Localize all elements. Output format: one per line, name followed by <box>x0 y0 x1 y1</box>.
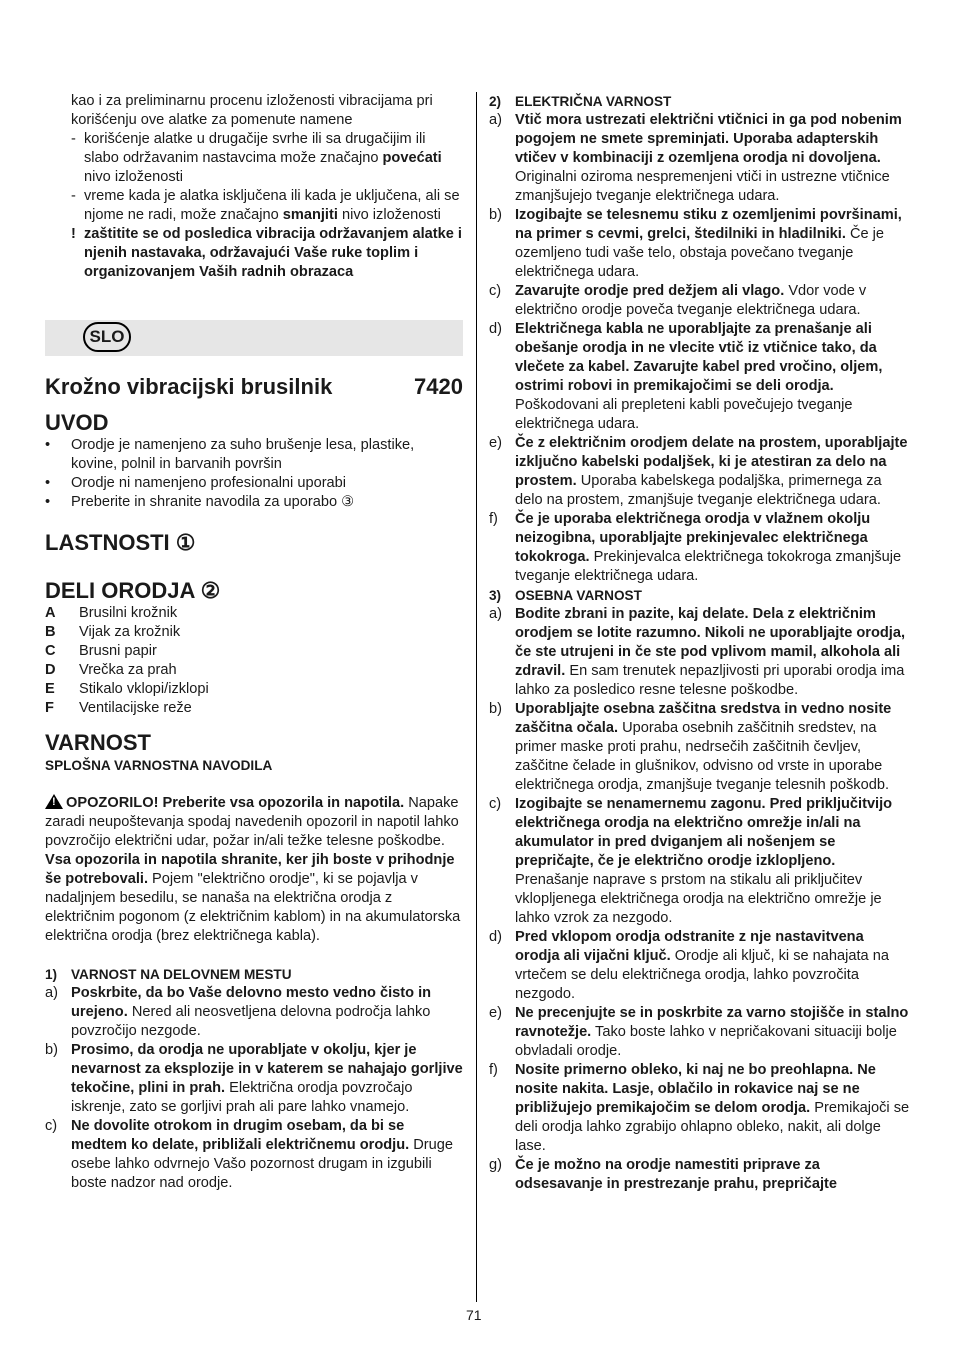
item-text <box>515 1156 911 1194</box>
section-3-heading: 3) OSEBNA VARNOST <box>489 588 642 603</box>
parts-list <box>45 604 463 718</box>
item-bold-text: Prosimo, da orodja ne uporabljate v okolju, kjer je nevarnost za eksplozije in v katerem se nahajajo gorljive tekočine, plini in prah. <box>71 1042 463 1096</box>
item-plain-text: Prenašanje naprave s prstom na stikalu ali priključitev vklopljenega električnega orodja na električno omrežje je lahko vzrok za nezgodo. <box>515 872 882 926</box>
section-2-list <box>489 111 911 586</box>
bullet-item <box>45 436 463 474</box>
item-letter: e) <box>489 1005 502 1021</box>
product-title: Krožno vibracijski brusilnik <box>45 374 333 399</box>
safety-item <box>489 605 911 700</box>
item-plain-text: Električna orodja povzročajo iskrenje, zato se gorljivi prah ali pare lahko vnamejo. <box>71 1080 413 1115</box>
item-plain-text: Poškodovani ali prepleteni kabli povečujejo tveganje električnega udara. <box>515 397 853 432</box>
part-name: Stikalo vklopi/izklopi <box>79 681 209 697</box>
item-bold-text: Pred vklopom orodja odstranite z nje nastavitvena orodja ali vijačni ključ. <box>515 929 864 964</box>
part-name: Brusni papir <box>79 643 157 659</box>
item-letter: b) <box>489 701 502 717</box>
part-name: Vrečka za prah <box>79 662 177 678</box>
section-1-list <box>45 984 463 1193</box>
item-bold-text: Če z električnim orodjem delate na prostem, uporabljajte izključno kabelski podaljšek, ki je atestiran za delo na prostem. <box>515 435 908 489</box>
item-plain-text: Prekinjevalca električnega tokokroga zmanjšuje tveganje električnega udara. <box>515 549 902 584</box>
part-letter: A <box>45 605 56 621</box>
item-bold-text: Bodite zbrani in pazite, kaj delate. Dela z električnim orodjem se lotite razumno. Nikoli ne uporabljajte orodja, če ste utrujeni in če ste pod vplivom mamil, alkohola ali zdravil. <box>515 606 906 679</box>
heading-uvod: UVOD <box>45 410 109 435</box>
left-column <box>45 92 463 1193</box>
part-name: Vijak za krožnik <box>79 624 181 640</box>
vibration-warning: ! zaštitite se od posledica vibracija održavanjem alatke i njenih nastavaka, održavajući Vaše ruke toplim i organizovanjem Vaših radnih obrazaca <box>71 226 462 280</box>
item-bold-text: Izogibajte se telesnemu stiku z ozemljenimi površinami, na primer s cevmi, grelci, štedilniki in hladilniki. <box>515 207 902 242</box>
warning-triangle-icon <box>45 794 63 809</box>
item-text <box>515 206 911 282</box>
language-bar <box>45 320 463 356</box>
heading-deli-orodja: DELI ORODJA ② <box>45 578 221 603</box>
item-letter: b) <box>45 1042 58 1058</box>
item-plain-text: Uporaba osebnih zaščitnih sredstev, na primer maske proti prahu, nedrsečih zaščitnih čevljev, zaščitne čelade in glušnikov, odvisno od vrste in uporabe električnega orodja, zmanjšuje tveganje telesnih poškodb. <box>515 720 889 793</box>
part-letter: F <box>45 700 54 716</box>
bullet-item <box>45 474 463 493</box>
item-letter: e) <box>489 435 502 451</box>
item-text <box>515 605 911 700</box>
right-column <box>489 92 911 1194</box>
part-item <box>45 604 463 623</box>
item-plain-text: Orodje ali ključ, ki se nahajata na vrtečem se delu električnega orodja, lahko povzročita nezgodo. <box>515 948 889 1002</box>
item-plain-text: Nered ali neosvetljena delovna področja lahko povzročijo nezgode. <box>71 1004 431 1039</box>
part-letter: D <box>45 662 56 678</box>
section-2-heading: 2) ELEKTRIČNA VARNOST <box>489 94 672 109</box>
safety-item <box>45 1117 463 1193</box>
part-name: Brusilni krožnik <box>79 605 178 621</box>
safety-item <box>489 795 911 928</box>
item-plain-text: Vdor vode v električno orodje poveča tveganje električnega udara. <box>515 283 867 318</box>
item-text <box>515 1004 911 1061</box>
part-item <box>45 661 463 680</box>
intro-text: kao i za preliminarnu procenu izloženosti vibracijama pri korišćenju ove alatke za pomenute namene <box>71 93 433 128</box>
part-name: Ventilacijske reže <box>79 700 192 716</box>
part-letter: B <box>45 624 56 640</box>
language-badge: SLO <box>83 322 131 352</box>
part-item <box>45 623 463 642</box>
item-letter: c) <box>489 283 502 299</box>
item-plain-text: Druge osebe lahko odvrnejo Vašo pozornost drugam in izgubili boste nadzor nad orodje. <box>71 1137 453 1191</box>
item-text <box>515 795 911 928</box>
bullet-text: Preberite in shranite navodila za uporabo ③ <box>71 494 355 510</box>
safety-item <box>489 320 911 434</box>
item-letter: c) <box>45 1118 58 1134</box>
safety-item <box>489 510 911 586</box>
item-plain-text: Tako boste lahko v nepričakovani situaciji bolje obvladali orodje. <box>515 1024 897 1059</box>
item-text <box>71 984 463 1041</box>
page-number: 71 <box>466 1307 482 1323</box>
safety-item <box>489 1061 911 1156</box>
item-bold-text: Ne precenjujte se in poskrbite za varno stojišče in stalno ravnotežje. <box>515 1005 909 1040</box>
item-text <box>515 700 911 795</box>
item-letter: b) <box>489 207 502 223</box>
item-bold-text: Če je uporaba električnega orodja v vlažnem okolju neizogibna, uporabljajte prekinjevalec električnega tokokroga. <box>515 511 871 565</box>
item-bold-text: Ne dovolite otrokom in drugim osebam, da bi se medtem ko delate, približali električnemu orodju. <box>71 1118 410 1153</box>
safety-item <box>45 984 463 1041</box>
item-text <box>515 282 911 320</box>
dash-item-2: - vreme kada je alatka isključena ili kada je uključena, ali se njome ne radi, može značajno smanjiti nivo izloženosti <box>71 188 460 223</box>
item-plain-text: Če je ozemljeno tudi vaše telo, obstaja povečano tveganje električnega udara. <box>515 226 885 280</box>
bullet-marker: • <box>45 494 51 510</box>
bullet-item <box>45 493 463 512</box>
item-bold-text: Električnega kabla ne uporabljajte za prenašanje ali obešanje orodja in ne vlecite vtič iz vtičnice tako, da vlečete za kabel. Zavarujte kabel pred vročino, oljem, ostrimi robovi in premikajočimi se deli orodja. <box>515 321 883 394</box>
part-item <box>45 642 463 661</box>
item-letter: g) <box>489 1157 502 1173</box>
bullet-marker: • <box>45 437 51 453</box>
dash-item-1: - korišćenje alatke u drugačije svrhe ili sa drugačijim ili slabo održavanim nastavcima može značajno povećati nivo izloženosti <box>71 131 442 185</box>
item-text <box>71 1041 463 1117</box>
safety-item <box>489 282 911 320</box>
column-divider <box>476 92 477 1302</box>
heading-lastnosti: LASTNOSTI ① <box>45 530 196 555</box>
safety-item <box>489 1156 911 1194</box>
part-letter: E <box>45 681 55 697</box>
bullet-text: Orodje ni namenjeno profesionalni uporabi <box>71 475 347 491</box>
item-text <box>71 1117 463 1193</box>
uvod-list <box>45 436 463 512</box>
safety-item <box>489 206 911 282</box>
safety-item <box>45 1041 463 1117</box>
item-letter: c) <box>489 796 502 812</box>
item-plain-text: En sam trenutek nepazljivosti pri uporabi orodja ima lahko za posledico resne telesne poškodbe. <box>515 663 905 698</box>
part-item <box>45 680 463 699</box>
item-bold-text: Izogibajte se nenamernemu zagonu. Pred priključitvijo električnega orodja na električno omrežje in/ali na akumulator in pred dviganjem ali nošenjem se prepričajte, če je električno orodje izklopljeno. <box>515 796 893 869</box>
item-letter: a) <box>45 985 58 1001</box>
item-letter: d) <box>489 929 502 945</box>
bullet-marker: • <box>45 475 51 491</box>
safety-item <box>489 434 911 510</box>
subheading-splosna: SPLOŠNA VARNOSTNA NAVODILA <box>45 758 273 773</box>
part-letter: C <box>45 643 56 659</box>
item-plain-text: Originalni oziroma nespremenjeni vtiči in ustrezne vtičnice zmanjšujejo tveganje električnega udara. <box>515 169 890 204</box>
safety-item <box>489 1004 911 1061</box>
bullet-text: Orodje je namenjeno za suho brušenje lesa, plastike, kovine, polnil in barvanih površin <box>71 437 415 472</box>
item-letter: d) <box>489 321 502 337</box>
section-1-heading: 1) VARNOST NA DELOVNEM MESTU <box>45 967 292 982</box>
heading-varnost: VARNOST <box>45 730 151 755</box>
item-bold-text: Nosite primerno obleko, ki naj ne bo preohlapna. Ne nosite nakita. Lasje, oblačilo in rokavice naj se ne približujejo premikajočim se delom orodja. <box>515 1062 876 1116</box>
safety-item <box>489 928 911 1004</box>
item-bold-text: Vtič mora ustrezati električni vtičnici in ga pod nobenim pogojem ne smete spreminjati. Uporaba adapterskih vtičev v kombinaciji z ozemljena orodja ni dovoljena. <box>515 112 902 166</box>
item-text <box>515 510 911 586</box>
item-text <box>515 928 911 1004</box>
product-code: 7420 <box>414 374 463 399</box>
safety-item <box>489 111 911 206</box>
item-text <box>515 320 911 434</box>
item-plain-text: Premikajoči se deli orodja lahko zgrabijo ohlapno obleko, nakit, ali dolge lase. <box>515 1100 910 1154</box>
section-3-list <box>489 605 911 1194</box>
product-title-row <box>45 374 463 400</box>
item-text <box>515 1061 911 1156</box>
general-warning: !OPOZORILO! Preberite vsa opozorila in napotila. Napake zaradi neupoštevanja spodaj navedenih opozoril in napotil lahko povzročijo električni udar, požar in/ali težke telesne poškodbe. Vsa opozorila in napotila shranite, ker jih boste v prihodnje še potrebovali. Pojem "električno orodje", ki se pojavlja v nadaljnjem besedilu, se nanaša na električna orodja z električnim pogonom (z električnim kablom) in na akumulatorska električna orodja (brez električnega kabla). <box>45 794 463 946</box>
item-bold-text: Uporabljajte osebna zaščitna sredstva in vedno nosite zaščitna očala. <box>515 701 892 736</box>
part-item <box>45 699 463 718</box>
safety-item <box>489 700 911 795</box>
item-bold-text: Če je možno na orodje namestiti priprave za odsesavanje in prestrezanje prahu, prepričajte <box>515 1157 837 1192</box>
item-text <box>515 111 911 206</box>
item-letter: f) <box>489 1062 498 1078</box>
item-bold-text: Poskrbite, da bo Vaše delovno mesto vedno čisto in urejeno. <box>71 985 432 1020</box>
item-letter: f) <box>489 511 498 527</box>
item-text <box>515 434 911 510</box>
item-letter: a) <box>489 112 502 128</box>
item-bold-text: Zavarujte orodje pred dežjem ali vlago. <box>515 283 785 299</box>
item-letter: a) <box>489 606 502 622</box>
item-plain-text: Uporaba kabelskega podaljška, primernega za delo na prostem, zmanjšuje tveganje električnega udara. <box>515 473 882 508</box>
